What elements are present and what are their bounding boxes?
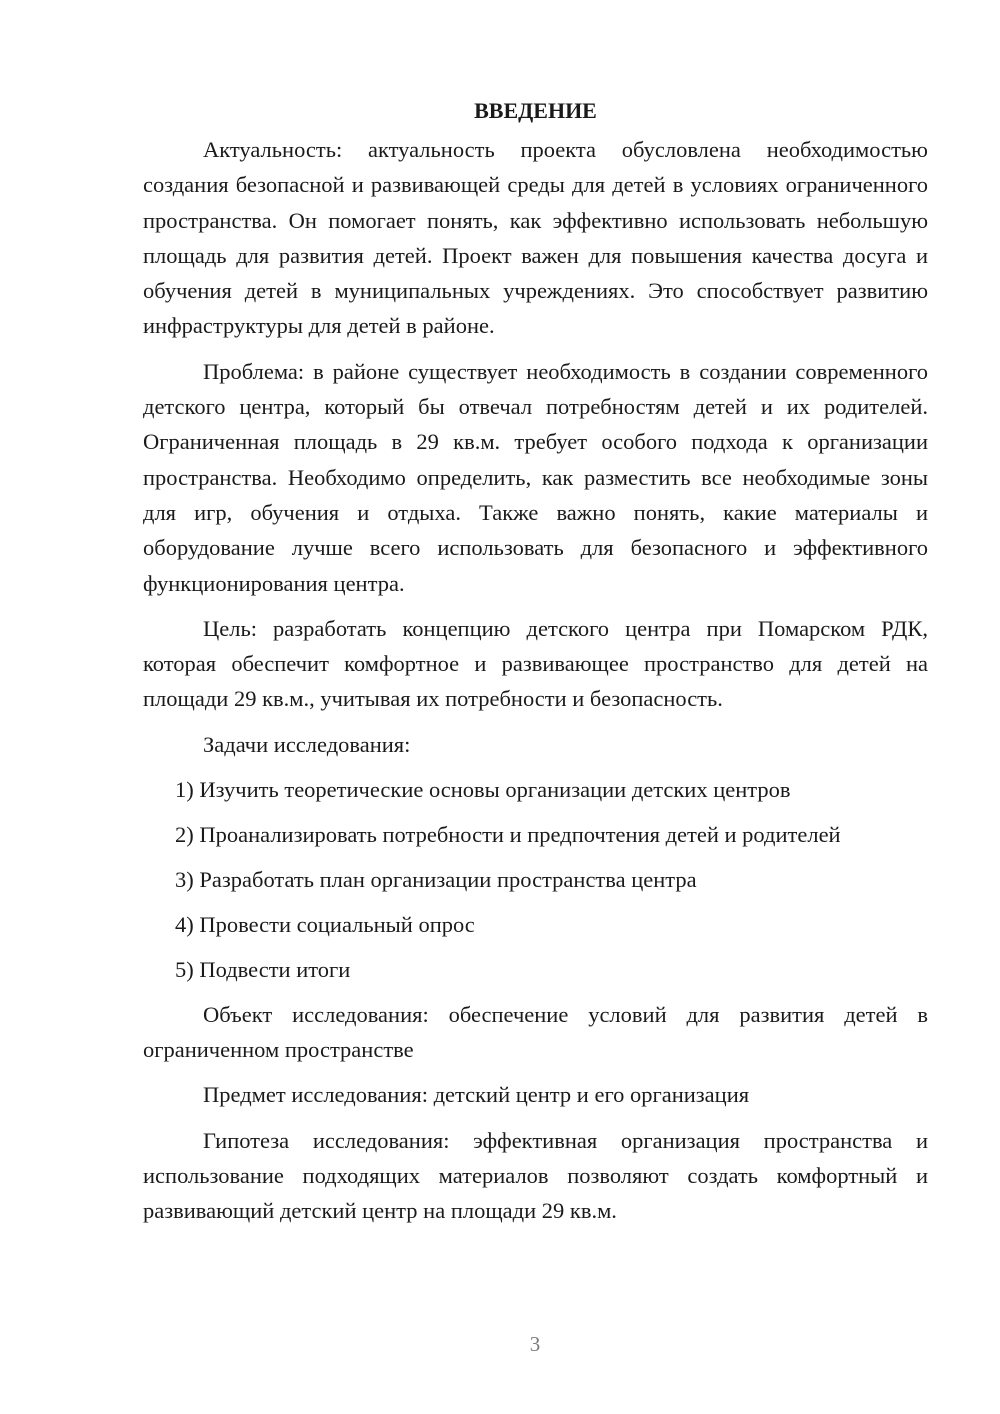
task-item: 5) Подвести итоги bbox=[175, 956, 351, 982]
tasks-list bbox=[143, 772, 928, 987]
page-title: ВВЕДЕНИЕ bbox=[474, 98, 597, 123]
task-item: 3) Разработать план организации пространства центра bbox=[175, 866, 697, 892]
task-item: 1) Изучить теоретические основы организации детских центров bbox=[175, 776, 791, 802]
relevance-paragraph: Актуальность: актуальность проекта обусловлена необходимостью создания безопасной и развивающей среды для детей в условиях ограниченного пространства. Он помогает понять, как эффективно использовать небольшую площадь для развития детей. Проект важен для повышения качества досуга и обучения детей в муниципальных учреждениях. Это способствует развитию инфраструктуры для детей в районе. bbox=[143, 137, 928, 339]
page-number: 3 bbox=[529, 1332, 541, 1356]
document-page bbox=[143, 96, 928, 1239]
goal-paragraph: Цель: разработать концепцию детского центра при Помарском РДК, которая обеспечит комфортное и развивающее пространство для детей на площади 29 кв.м., учитывая их потребности и безопасность. bbox=[143, 615, 928, 712]
task-item: 4) Провести социальный опрос bbox=[175, 911, 475, 937]
task-item: 2) Проанализировать потребности и предпочтения детей и родителей bbox=[175, 821, 841, 847]
hypothesis-paragraph: Гипотеза исследования: эффективная организация пространства и использование подходящих материалов позволяют создать комфортный и развивающий детский центр на площади 29 кв.м. bbox=[143, 1127, 928, 1224]
tasks-heading: Задачи исследования: bbox=[203, 731, 411, 757]
problem-paragraph: Проблема: в районе существует необходимость в создании современного детского центра, который бы отвечал потребностям детей и их родителей. Ограниченная площадь в 29 кв.м. требует особого подхода к организации пространства. Необходимо определить, как разместить все необходимые зоны для игр, обучения и отдыха. Также важно понять, какие материалы и оборудование лучше всего использовать для безопасного и эффективного функционирования центра. bbox=[143, 358, 928, 596]
object-paragraph: Объект исследования: обеспечение условий для развития детей в ограниченном пространстве bbox=[143, 1001, 928, 1063]
subject-paragraph: Предмет исследования: детский центр и его организация bbox=[203, 1082, 750, 1108]
